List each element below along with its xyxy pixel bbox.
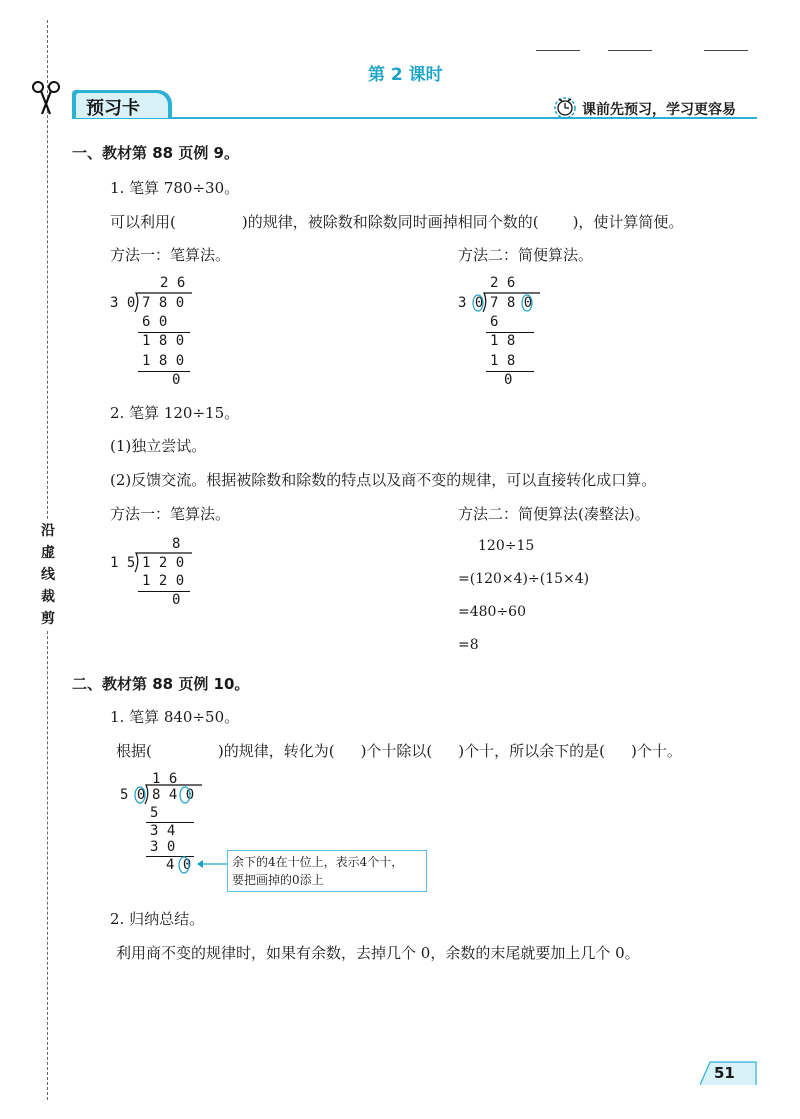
s2-item2-title: 2. 归纳总结。 [110, 910, 205, 928]
quotient: 1 6 [152, 771, 178, 787]
fill-text: )的规律，被除数和除数同时画掉相同个数的( [241, 213, 539, 231]
divisor: 1 5 [110, 555, 136, 571]
fill-text: )个十除以( [360, 742, 433, 760]
dividend: 1 2 0 [142, 555, 185, 571]
item1-title: 1. 笔算 780÷30。 [110, 179, 240, 197]
section1-heading: 一、教材第 88 页例 9。 [72, 144, 239, 162]
item2-step1: (1)独立尝试。 [110, 437, 207, 455]
note-line: 余下的4在十位上，表示4个十， [232, 855, 404, 869]
item2-step2: (2)反馈交流。根据被除数和除数的特点以及商不变的规律，可以直接转化成口算。 [110, 471, 657, 489]
top-blank-line [608, 50, 652, 51]
simplified-line: =(120×4)÷(15×4) [458, 571, 590, 587]
page-number: 51 [714, 1064, 735, 1082]
dividend: 7 8 0 [142, 295, 185, 311]
strike-circle-icon [521, 294, 533, 312]
slogan: 课前先预习，学习更容易 [582, 102, 736, 118]
item2-title: 2. 笔算 120÷15。 [110, 404, 240, 422]
simplified-line: 120÷15 [478, 538, 535, 554]
cut-char: 沿 [41, 523, 55, 539]
divisor: 3 0 [110, 295, 136, 311]
fill-text: )的规律，转化为( [217, 742, 335, 760]
cut-char: 裁 [41, 589, 55, 605]
fill-text: )，使计算简便。 [572, 213, 684, 231]
long-division-780-30-standard [110, 275, 200, 390]
long-division-780-30-simplified [458, 275, 548, 390]
fill-text: )个十。 [631, 742, 682, 760]
section2-heading: 二、教材第 88 页例 10。 [72, 675, 250, 693]
quotient: 8 [172, 536, 181, 552]
added-zero-circle-icon [178, 856, 190, 874]
step-product: 6 [490, 314, 499, 330]
top-blank-line [704, 50, 748, 51]
step-product: 6 0 [142, 314, 168, 330]
long-division-120-15 [110, 536, 200, 611]
divisor: 3 0 [458, 295, 484, 311]
clock-icon [551, 93, 579, 121]
note-line: 要把画掉的0添上 [232, 873, 324, 887]
rule [138, 591, 190, 592]
step-product: 1 2 0 [142, 573, 185, 589]
s2-item1-title: 1. 笔算 840÷50。 [110, 708, 240, 726]
cut-char: 线 [41, 567, 55, 583]
cut-char: 剪 [41, 611, 55, 627]
dividend: 7 8 0 [490, 295, 533, 311]
method2-label: 方法二：简便算法。 [458, 246, 594, 264]
step-remainder: 1 8 [490, 333, 516, 349]
fill-text: )个十，所以余下的是( [458, 742, 606, 760]
dividend: 8 4 0 [152, 787, 195, 803]
item2-method1-label: 方法一：笔算法。 [110, 505, 231, 523]
step-product: 3 0 [150, 839, 176, 855]
fill-text: 根据( [116, 742, 152, 760]
top-blank-line [536, 50, 580, 51]
step-product: 5 [150, 805, 159, 821]
s2-summary-text: 利用商不变的规律时，如果有余数，去掉几个 0，余数的末尾就要加上几个 0。 [116, 944, 640, 962]
final-remainder: 0 [504, 372, 513, 388]
final-remainder: 0 [172, 592, 181, 608]
arrow-left-icon [196, 858, 228, 870]
step-remainder: 1 8 0 [142, 333, 185, 349]
item2-method2-label: 方法二：简便算法(凑整法)。 [458, 505, 650, 523]
scissors-icon [28, 80, 64, 116]
lesson-title: 第 2 课时 [368, 65, 443, 85]
cut-char: 虚 [41, 545, 55, 561]
tab-label: 预习卡 [86, 98, 140, 119]
step-product: 1 8 0 [142, 353, 185, 369]
final-remainder: 4 0 [166, 857, 192, 873]
final-remainder: 0 [172, 372, 181, 388]
fill-text: 可以利用( [110, 213, 176, 231]
step-remainder: 3 4 [150, 823, 176, 839]
step-product: 1 8 [490, 353, 516, 369]
strike-circle-icon [179, 786, 191, 804]
quotient: 2 6 [490, 275, 516, 291]
cut-label [38, 520, 58, 630]
divisor: 5 0 [120, 787, 146, 803]
s2-fill-sentence [116, 740, 682, 761]
rule [138, 371, 190, 372]
simplified-line: =480÷60 [458, 604, 526, 620]
item1-fill-sentence [110, 211, 683, 232]
annotation-note-box [227, 850, 427, 892]
simplified-line: =8 [458, 637, 479, 653]
quotient: 2 6 [160, 275, 186, 291]
method1-label: 方法一：笔算法。 [110, 246, 231, 264]
